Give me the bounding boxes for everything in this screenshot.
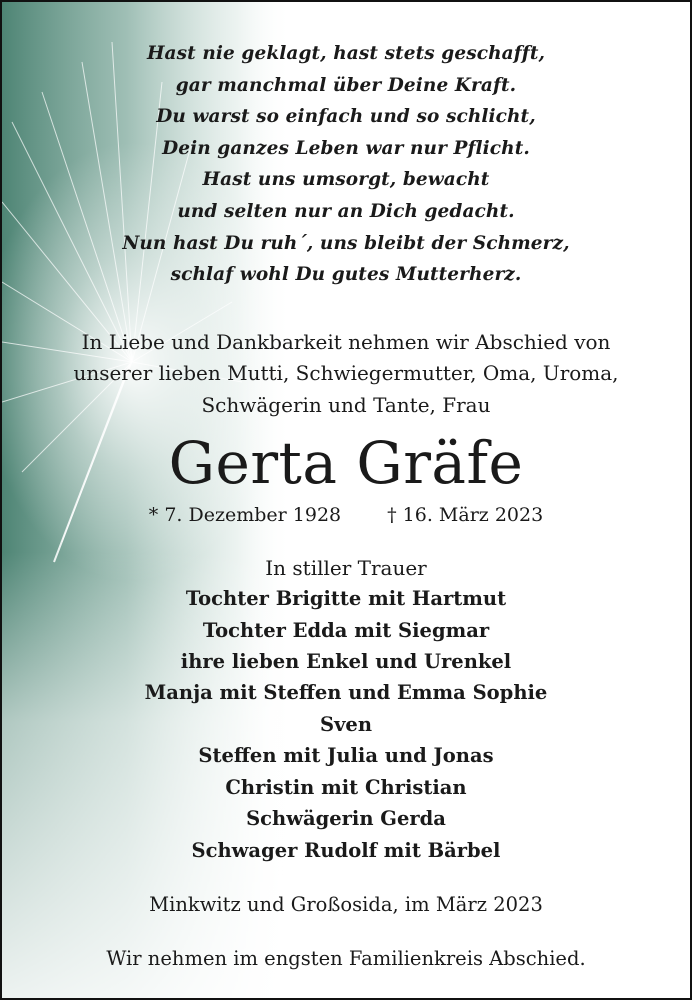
mourner-entry: Christin mit Christian <box>225 775 467 799</box>
birth-date: * 7. Dezember 1928 <box>148 504 342 527</box>
mourning-intro: In stiller Trauer <box>265 556 427 581</box>
mourner-entry: Manja mit Steffen und Emma Sophie <box>144 681 548 705</box>
life-dates <box>2 501 690 529</box>
poem-line: Hast uns umsorgt, bewacht <box>202 169 490 191</box>
poem-line: und selten nur an Dich gedacht. <box>177 200 515 222</box>
intro-line: In Liebe und Dankbarkeit nehmen wir Abschied von <box>81 329 611 354</box>
closing-note: Wir nehmen im engsten Familienkreis Abschied. <box>106 946 586 970</box>
poem-line: Du warst so einfach und so schlicht, <box>156 106 536 128</box>
farewell-intro <box>2 327 690 422</box>
mourner-entry: Schwager Rudolf mit Bärbel <box>191 838 501 862</box>
place-and-date: Minkwitz und Großosida, im März 2023 <box>149 892 543 916</box>
obituary-content <box>2 2 690 974</box>
mourner-list <box>2 583 690 866</box>
mourner-entry: Schwägerin Gerda <box>246 807 446 831</box>
death-date: † 16. März 2023 <box>387 504 544 527</box>
mourner-entry: Sven <box>320 712 372 736</box>
intro-line: Schwägerin und Tante, Frau <box>201 392 491 417</box>
poem-line: schlaf wohl Du gutes Mutterherz. <box>170 264 522 286</box>
mourner-entry: ihre lieben Enkel und Urenkel <box>180 650 512 674</box>
poem-line: Dein ganzes Leben war nur Pflicht. <box>162 137 530 159</box>
poem-line: Nun hast Du ruh´, uns bleibt der Schmerz, <box>122 232 570 254</box>
deceased-name: Gerta Gräfe <box>168 429 524 498</box>
mourner-entry: Tochter Edda mit Siegmar <box>202 618 490 642</box>
poem-line: Hast nie geklagt, hast stets geschafft, <box>146 43 546 64</box>
mourner-entry: Steffen mit Julia und Jonas <box>198 744 494 768</box>
poem-line: gar manchmal über Deine Kraft. <box>175 74 517 96</box>
poem <box>2 2 690 291</box>
intro-line: unserer lieben Mutti, Schwiegermutter, Oma, Uroma, <box>73 361 619 386</box>
mourner-entry: Tochter Brigitte mit Hartmut <box>185 587 507 611</box>
